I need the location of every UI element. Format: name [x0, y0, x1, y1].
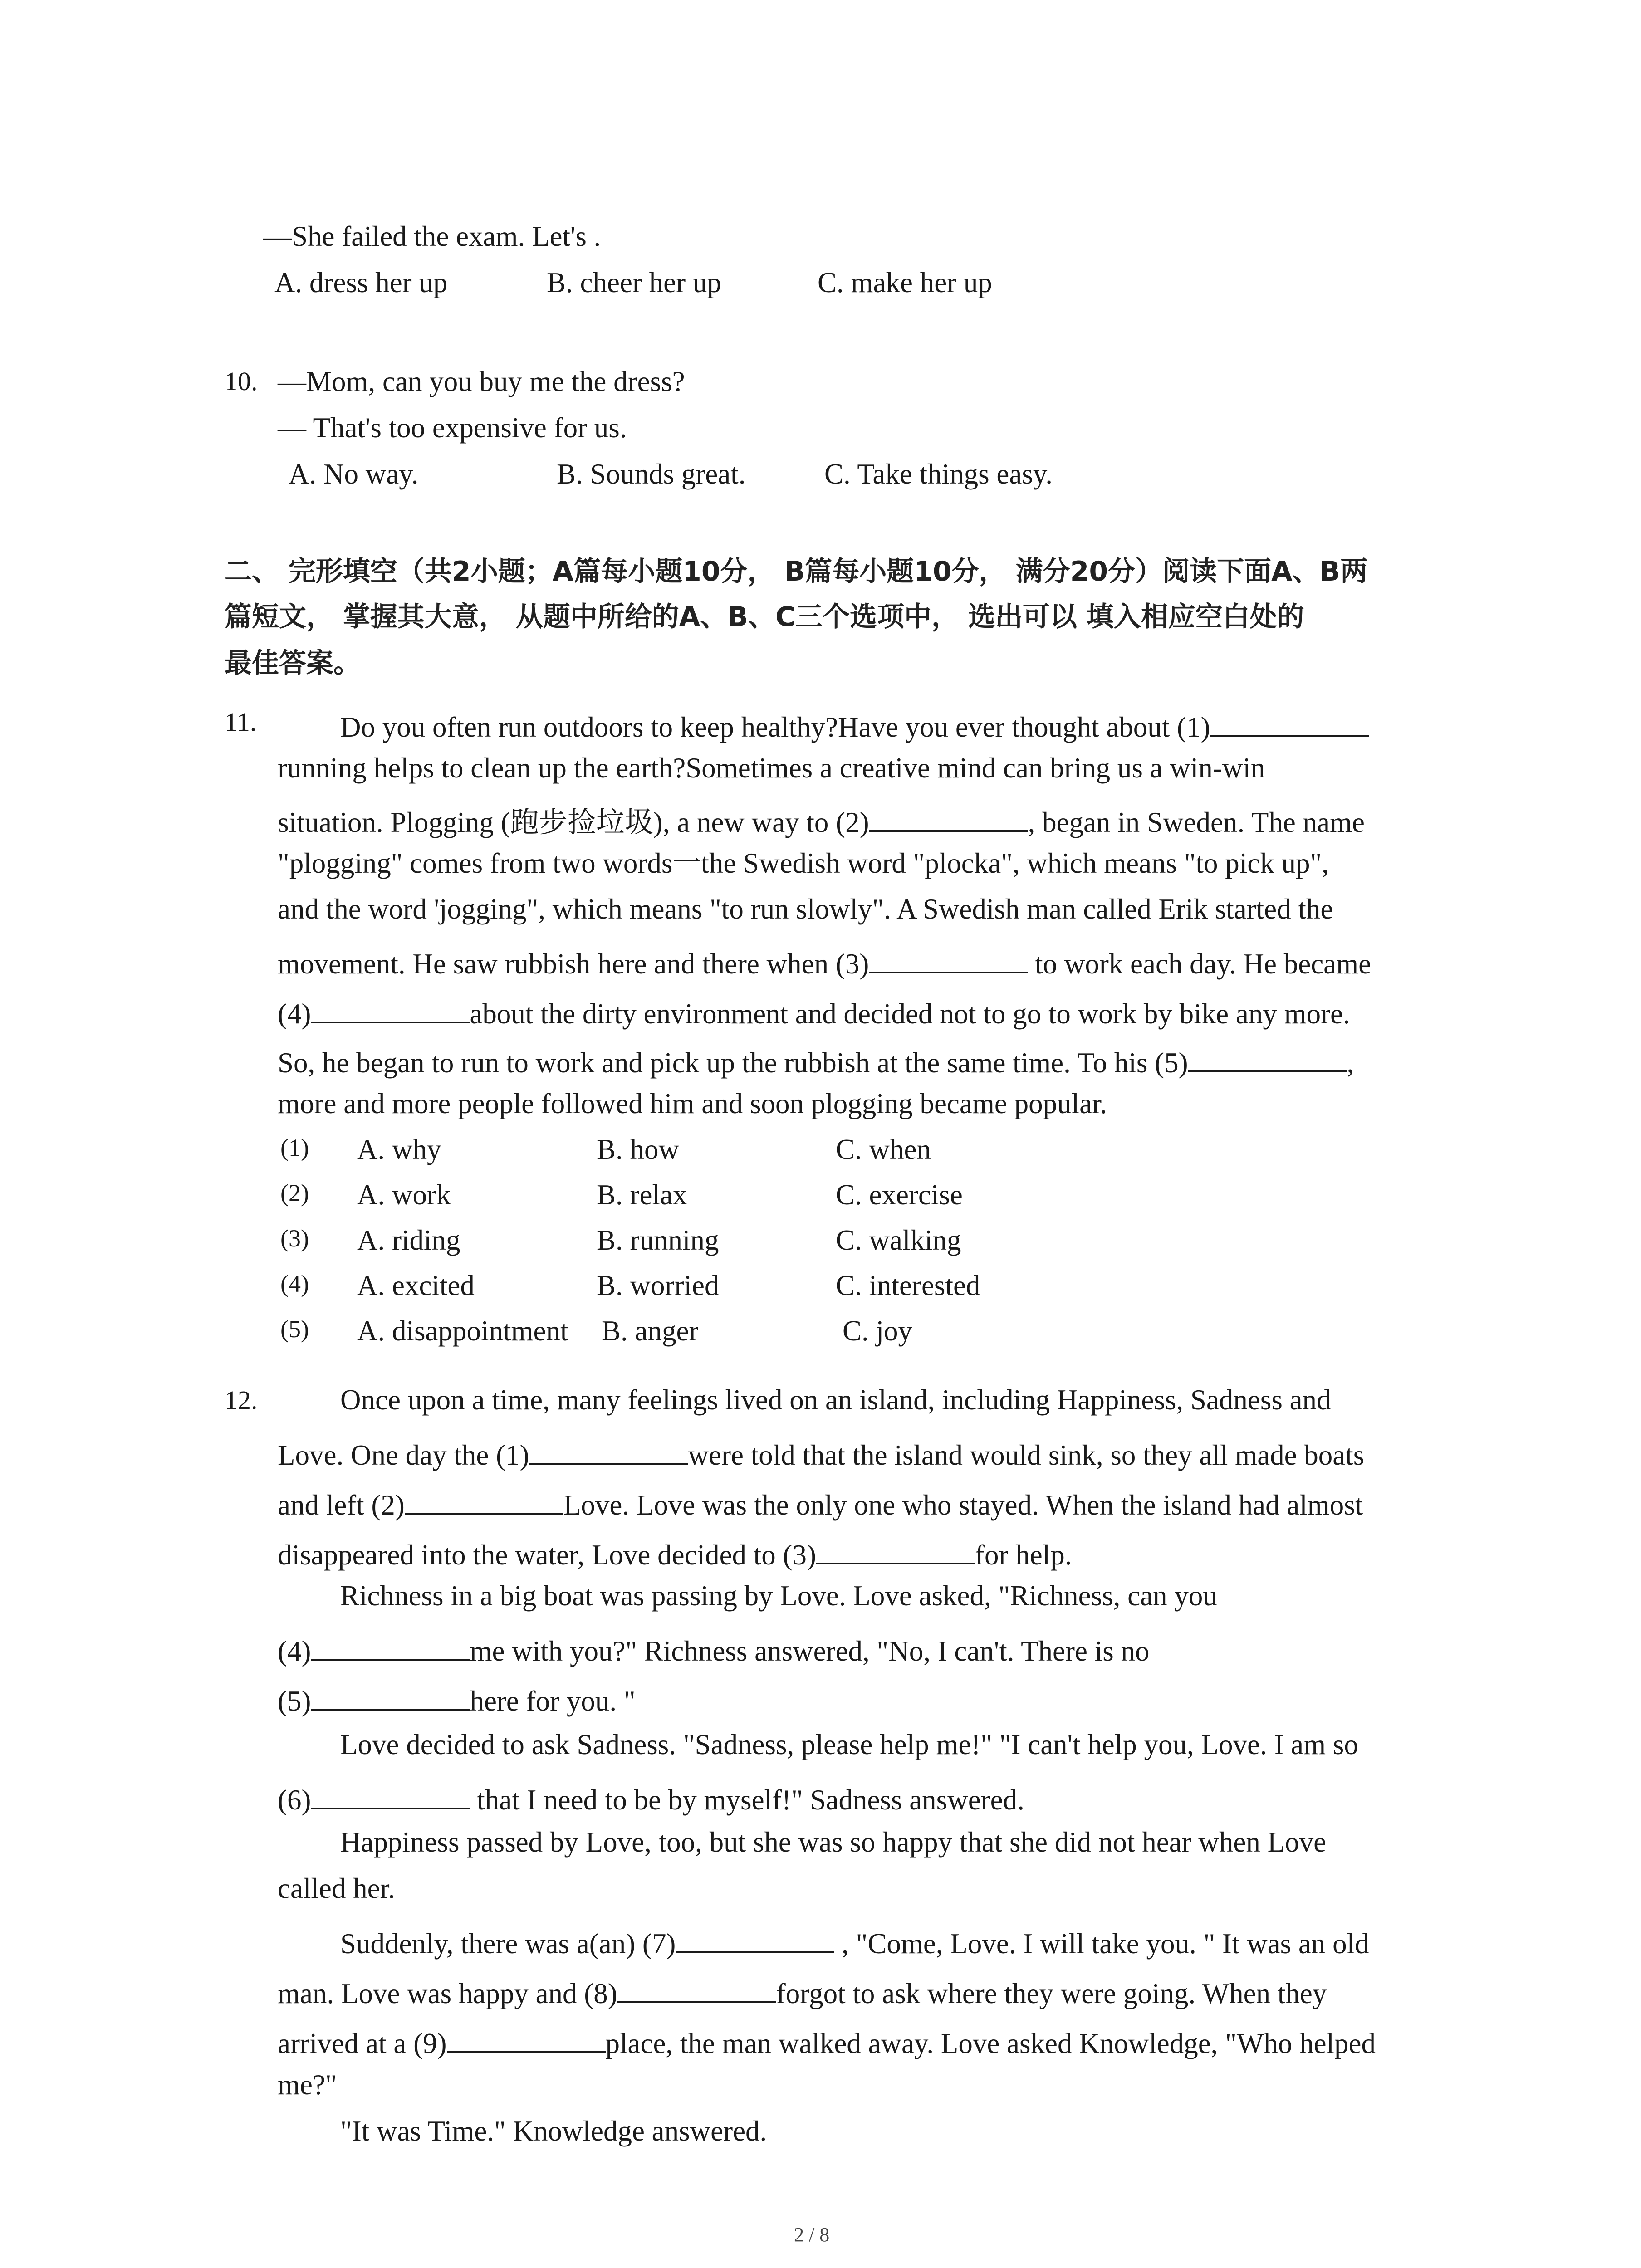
q11-choice-4-c: C. interested — [836, 1270, 980, 1301]
q12-line5: Richness in a big boat was passing by Love. Love asked, "Richness, can you — [340, 1580, 1217, 1612]
q11-line4: "plogging" comes from two words一the Swedish word "plocka", which means "to pick up", — [278, 847, 1329, 879]
q12-line12: Suddenly, there was a(an) (7) , "Come, Love. I will take you. " It was an old — [340, 1924, 1369, 1958]
q12-line8: Love decided to ask Sadness. "Sadness, please help me!" "I can't help you, Love. I am so — [340, 1729, 1358, 1760]
q12-number: 12. — [225, 1385, 258, 1415]
q11-line5: and the word 'jogging", which means "to run slowly". A Swedish man called Erik started the — [278, 893, 1333, 925]
q11-choice-number: (1) — [280, 1134, 309, 1161]
q10-option-b: B. Sounds great. — [557, 458, 746, 490]
q11-choice-number: (5) — [280, 1315, 309, 1343]
q10-option-a: A. No way. — [289, 458, 419, 490]
q10-number: 10. — [225, 367, 258, 396]
section-heading-line1: 二、 完形填空（共2小题；A篇每小题10分， B篇每小题10分， 满分20分）阅读下面A、B两 — [225, 556, 1368, 587]
q11-line7: (4) about the dirty environment and decided not to go to work by bike any more. — [278, 994, 1350, 1028]
q11-choice-number: (3) — [280, 1225, 309, 1252]
blank-q12-7[interactable] — [676, 1924, 834, 1953]
q11-choice-2-c: C. exercise — [836, 1179, 963, 1211]
q11-choice-3-a: A. riding — [357, 1224, 460, 1256]
q11-line2: running helps to clean up the earth?Sometimes a creative mind can bring us a win-win — [278, 752, 1265, 784]
q11-choice-5-b: B. anger — [602, 1315, 699, 1347]
blank-q12-8[interactable] — [617, 1974, 776, 2003]
q12-line11: called her. — [278, 1872, 395, 1904]
blank-q11-5[interactable] — [1188, 1043, 1347, 1072]
q12-line13: man. Love was happy and (8) forgot to ask where they were going. When they — [278, 1974, 1327, 2008]
q11-line8: So, he began to run to work and pick up the rubbish at the same time. To his (5) , — [278, 1043, 1354, 1077]
blank-q11-1[interactable] — [1210, 708, 1369, 737]
q9-option-b: B. cheer her up — [547, 267, 721, 298]
q10-option-c: C. Take things easy. — [824, 458, 1053, 490]
q12-line1: Once upon a time, many feelings lived on an island, including Happiness, Sadness and — [340, 1384, 1331, 1416]
q11-choice-4-a: A. excited — [357, 1270, 475, 1301]
q11-line1: Do you often run outdoors to keep healthy?Have you ever thought about (1) — [340, 708, 1369, 742]
q9-option-a: A. dress her up — [274, 267, 448, 298]
q12-line14: arrived at a (9) place, the man walked away. Love asked Knowledge, "Who helped — [278, 2024, 1376, 2058]
blank-q12-3[interactable] — [816, 1535, 975, 1564]
blank-q12-9[interactable] — [447, 2024, 606, 2053]
q11-choice-number: (2) — [280, 1179, 309, 1207]
q12-line7: (5) here for you. " — [278, 1681, 636, 1716]
q12-line4: disappeared into the water, Love decided to (3) for help. — [278, 1535, 1072, 1569]
q11-choice-3-c: C. walking — [836, 1224, 961, 1256]
q11-choice-1-a: A. why — [357, 1134, 441, 1165]
q10-line1: —Mom, can you buy me the dress? — [278, 366, 685, 397]
q12-line16: "It was Time." Knowledge answered. — [340, 2115, 767, 2147]
q12-line3: and left (2) Love. Love was the only one who stayed. When the island had almost — [278, 1486, 1363, 1520]
q11-choice-2-a: A. work — [357, 1179, 451, 1211]
blank-q12-4[interactable] — [311, 1632, 470, 1661]
q11-line6: movement. He saw rubbish here and there when (3) to work each day. He became — [278, 944, 1371, 978]
q12-line9: (6) that I need to be by myself!" Sadness answered. — [278, 1780, 1024, 1814]
q9-line: —She failed the exam. Let's . — [263, 220, 601, 252]
blank-q12-1[interactable] — [529, 1436, 688, 1465]
blank-q12-5[interactable] — [311, 1681, 470, 1711]
q11-choice-2-b: B. relax — [597, 1179, 687, 1211]
q11-choice-5-c: C. joy — [843, 1315, 913, 1347]
q11-line3: situation. Plogging (跑步捡垃圾), a new way to (2) , began in Sweden. The name — [278, 803, 1365, 837]
q11-number: 11. — [225, 707, 257, 737]
q11-choice-4-b: B. worried — [597, 1270, 719, 1301]
q12-line6: (4) me with you?" Richness answered, "No, I can't. There is no — [278, 1632, 1149, 1666]
q11-choice-3-b: B. running — [597, 1224, 719, 1256]
q11-choice-1-c: C. when — [836, 1134, 931, 1165]
q11-line9: more and more people followed him and soon plogging became popular. — [278, 1088, 1107, 1119]
q11-choice-number: (4) — [280, 1270, 309, 1297]
blank-q11-4[interactable] — [311, 994, 470, 1023]
q12-line10: Happiness passed by Love, too, but she was so happy that she did not hear when Love — [340, 1826, 1327, 1858]
q9-option-c: C. make her up — [818, 267, 992, 298]
page-number: 2 / 8 — [794, 2224, 830, 2246]
section-heading-line3: 最佳答案。 — [225, 647, 361, 679]
section-heading-line2: 篇短文， 掌握其大意， 从题中所给的A、B、C三个选项中， 选出可以 填入相应空白处的 — [225, 601, 1304, 633]
q11-choice-1-b: B. how — [597, 1134, 680, 1165]
q11-choice-5-a: A. disappointment — [357, 1315, 568, 1347]
blank-q12-6[interactable] — [311, 1780, 470, 1809]
q10-line2: — That's too expensive for us. — [278, 412, 627, 444]
blank-q12-2[interactable] — [405, 1486, 563, 1515]
blank-q11-3[interactable] — [869, 944, 1028, 973]
blank-q11-2[interactable] — [869, 803, 1028, 832]
q12-line15: me?" — [278, 2069, 337, 2101]
q12-line2: Love. One day the (1) were told that the island would sink, so they all made boats — [278, 1436, 1364, 1470]
